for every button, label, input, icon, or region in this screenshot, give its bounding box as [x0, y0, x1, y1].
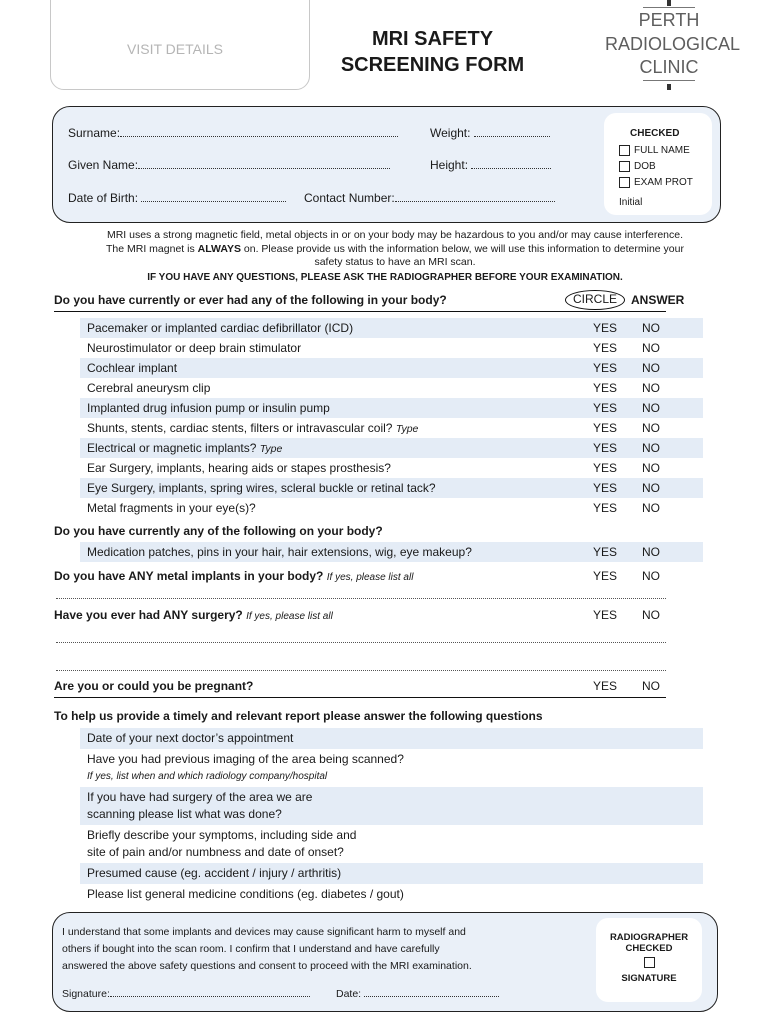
info-question — [80, 787, 703, 825]
logo-tick-bottom — [667, 84, 671, 90]
intro-line2-a: The MRI magnet is — [106, 242, 198, 255]
yes-option[interactable]: YES — [593, 381, 618, 395]
question-row — [80, 478, 703, 498]
checked-list — [619, 143, 693, 191]
consent-line2: others if bought into the scan room. I confirm that I understand and have carefully — [62, 943, 440, 955]
intro-line2-b: ALWAYS — [197, 242, 241, 255]
yes-option[interactable]: YES — [593, 401, 618, 415]
info-question-line2: site of pain and/or numbness and date of onset? — [87, 845, 344, 859]
question-text — [87, 421, 418, 435]
question-label: Cochlear implant — [87, 361, 178, 375]
logo-line1: PERTH — [638, 10, 700, 30]
section4-title-text: Have you ever had ANY surgery? — [54, 608, 243, 622]
form-title-line1: MRI SAFETY — [371, 28, 494, 50]
no-option[interactable]: NO — [642, 421, 660, 435]
no-option[interactable]: NO — [642, 341, 660, 355]
intro-line1: MRI uses a strong magnetic field, metal objects in or on your body may be hazardous to you and/or may cause interference. — [106, 229, 684, 241]
logo-tick-top — [667, 0, 671, 6]
section3-title-text: Do you have ANY metal implants in your body? — [54, 569, 324, 583]
section5-no-option[interactable]: NO — [642, 679, 660, 693]
logo-bar-top — [643, 7, 695, 8]
yes-option[interactable]: YES — [593, 321, 618, 335]
question-row — [80, 358, 703, 378]
no-option[interactable]: NO — [642, 441, 660, 455]
section3-yes-option[interactable]: YES — [593, 569, 618, 583]
question-text — [87, 401, 330, 415]
given-name-label: Given Name: — [68, 158, 139, 172]
section4-answer-line1[interactable] — [56, 642, 666, 643]
weight-field[interactable] — [430, 125, 550, 140]
section3-note: If yes, please list all — [326, 572, 414, 583]
question-row — [80, 318, 703, 338]
rad-line2: CHECKED — [625, 943, 673, 954]
info-question-line1: Date of your next doctor’s appointment — [87, 731, 294, 745]
rad-check[interactable] — [596, 957, 702, 968]
intro-text — [70, 229, 720, 270]
consent-text — [62, 924, 522, 975]
no-option[interactable]: NO — [642, 321, 660, 335]
no-option[interactable]: NO — [642, 401, 660, 415]
intro-line2 — [70, 243, 720, 257]
question-text — [87, 501, 256, 515]
checkbox[interactable] — [619, 145, 630, 156]
given-name-field[interactable] — [68, 157, 390, 172]
info-row[interactable] — [80, 787, 703, 825]
date-field[interactable] — [336, 985, 499, 1000]
no-option[interactable]: NO — [642, 481, 660, 495]
yes-option[interactable]: YES — [593, 441, 618, 455]
question-row — [80, 338, 703, 358]
info-question-line1: Presumed cause (eg. accident / injury / arthritis) — [87, 866, 342, 880]
info-question-line2: scanning please list what was done? — [87, 807, 282, 821]
section5-rule — [54, 697, 666, 698]
checkbox[interactable] — [619, 177, 630, 188]
logo-bar-bottom — [643, 80, 695, 81]
question-label: Implanted drug infusion pump or insulin pump — [87, 401, 330, 415]
checkbox[interactable] — [619, 161, 630, 172]
question-row — [80, 398, 703, 418]
question-text — [87, 481, 436, 495]
surname-label: Surname: — [68, 126, 121, 140]
no-option[interactable]: NO — [642, 461, 660, 475]
question-row — [80, 378, 703, 398]
info-question-line1: Please list general medicine conditions (eg. diabetes / gout) — [87, 887, 404, 901]
question-label: Metal fragments in your eye(s)? — [87, 501, 256, 515]
question-row — [80, 458, 703, 478]
intro-line2-c: on. Please provide us with the information below, we will use this information to determine your — [241, 242, 684, 255]
yes-option[interactable]: YES — [593, 421, 618, 435]
question-row — [80, 418, 703, 438]
date-line[interactable] — [364, 985, 499, 997]
height-field[interactable] — [430, 157, 551, 172]
check-dob[interactable] — [619, 159, 693, 175]
date-label: Date: — [336, 988, 362, 1000]
question-text — [87, 341, 301, 355]
question-note: Type — [259, 443, 283, 455]
visit-details-label: VISIT DETAILS — [127, 41, 223, 57]
section2-title: Do you have currently any of the following on your body? — [54, 524, 383, 538]
check-exam-prot[interactable] — [619, 175, 693, 191]
dob-field[interactable] — [68, 190, 286, 205]
question-label: Eye Surgery, implants, spring wires, scleral buckle or retinal tack? — [87, 481, 436, 495]
section4-note: If yes, please list all — [246, 611, 333, 622]
question-text — [87, 321, 353, 335]
info-row[interactable] — [80, 728, 703, 749]
question-text — [87, 441, 282, 455]
section5-yes-option[interactable]: YES — [593, 679, 618, 693]
circle-label: CIRCLE — [565, 290, 625, 310]
no-option[interactable]: NO — [642, 501, 660, 515]
yes-option[interactable]: YES — [593, 461, 618, 475]
info-question — [80, 884, 703, 905]
info-row[interactable] — [80, 749, 703, 787]
section4-title — [54, 608, 333, 622]
section2-row — [80, 542, 703, 562]
no-option[interactable]: NO — [642, 361, 660, 375]
section3-answer-line[interactable] — [56, 598, 666, 599]
radiographer-panel — [596, 918, 702, 1002]
checkbox[interactable] — [644, 957, 655, 968]
info-row[interactable] — [80, 863, 703, 884]
question-row — [80, 498, 703, 518]
signature-field[interactable] — [62, 985, 310, 1000]
question-label: Ear Surgery, implants, hearing aids or stapes prosthesis? — [87, 461, 391, 475]
info-row[interactable] — [80, 884, 703, 905]
section4-answer-line2[interactable] — [56, 670, 666, 671]
form-title — [320, 26, 545, 78]
consent-line3: answered the above safety questions and consent to proceed with the MRI examination. — [62, 960, 472, 972]
question-text — [87, 381, 210, 395]
section1-title: Do you have currently or ever had any of the following in your body? — [54, 293, 447, 307]
signature-label: Signature: — [62, 988, 110, 1000]
question-label: Cerebral aneurysm clip — [87, 381, 211, 395]
given-name-line[interactable] — [138, 157, 390, 169]
questions-note: IF YOU HAVE ANY QUESTIONS, PLEASE ASK THE RADIOGRAPHER BEFORE YOUR EXAMINATION. — [147, 272, 623, 283]
weight-label: Weight: — [430, 126, 471, 140]
rad-signature-label: SIGNATURE — [621, 973, 677, 985]
question-text — [87, 461, 391, 475]
contact-line[interactable] — [395, 190, 555, 202]
contact-field[interactable] — [304, 190, 555, 205]
section3-no-option[interactable]: NO — [642, 569, 660, 583]
question-text: Medication patches, pins in your hair, hair extensions, wig, eye makeup? — [87, 545, 472, 559]
info-question — [80, 825, 703, 863]
question-label: Pacemaker or implanted cardiac defibrillator (ICD) — [87, 321, 354, 335]
initial-label: Initial — [619, 197, 643, 208]
section6-title: To help us provide a timely and relevant report please answer the following questions — [54, 709, 543, 723]
section5-title: Are you or could you be pregnant? — [54, 679, 254, 693]
surname-field[interactable] — [68, 125, 398, 140]
question-note: Type — [395, 423, 419, 435]
section6-list — [0, 728, 623, 905]
yes-option[interactable]: YES — [593, 481, 618, 495]
intro-line3: safety status to have an MRI scan. — [314, 256, 476, 268]
check-full-name[interactable] — [619, 143, 693, 159]
answer-header: ANSWER — [631, 293, 685, 307]
info-question — [80, 728, 703, 749]
yes-option[interactable]: YES — [593, 501, 618, 515]
surname-line[interactable] — [120, 125, 398, 137]
info-question — [80, 863, 703, 884]
yes-option[interactable]: YES — [593, 545, 618, 559]
dob-label: Date of Birth: — [68, 191, 139, 205]
no-option[interactable]: NO — [642, 545, 660, 559]
yes-option[interactable]: YES — [593, 341, 618, 355]
checked-title: CHECKED — [630, 128, 680, 139]
question-label: Electrical or magnetic implants? — [87, 441, 257, 455]
logo-line2: RADIOLOGICAL — [605, 34, 741, 54]
question-label: Shunts, stents, cardiac stents, filters or intravascular coil? — [87, 421, 393, 435]
question-label: Neurostimulator or deep brain stimulator — [87, 341, 302, 355]
yes-option[interactable]: YES — [593, 361, 618, 375]
signature-line[interactable] — [110, 985, 310, 997]
check-dob-label: DOB — [634, 161, 656, 172]
info-question-hint: If yes, list when and which radiology company/hospital — [87, 771, 328, 782]
height-line[interactable] — [471, 157, 551, 169]
section4-yes-option[interactable]: YES — [593, 608, 618, 622]
info-question-line1: If you have had surgery of the area we are — [87, 790, 313, 804]
section1-rule — [54, 311, 666, 312]
question-text — [87, 361, 177, 375]
info-question-line1: Have you had previous imaging of the area being scanned? — [87, 752, 404, 766]
height-label: Height: — [430, 158, 469, 172]
info-row[interactable] — [80, 825, 703, 863]
no-option[interactable]: NO — [642, 381, 660, 395]
check-exam-prot-label: EXAM PROT — [634, 177, 693, 188]
dob-line[interactable] — [141, 190, 286, 202]
rad-line1: RADIOGRAPHER — [609, 932, 689, 943]
weight-line[interactable] — [474, 125, 550, 137]
consent-line1: I understand that some implants and devices may cause significant harm to myself and — [62, 926, 466, 938]
check-full-name-label: FULL NAME — [634, 145, 690, 156]
section4-no-option[interactable]: NO — [642, 608, 660, 622]
info-question — [80, 749, 703, 787]
clinic-logo — [605, 0, 741, 92]
question-row — [80, 438, 703, 458]
contact-label: Contact Number: — [304, 191, 395, 205]
info-question-line1: Briefly describe your symptoms, including side and — [87, 828, 357, 842]
section3-title — [54, 569, 413, 583]
logo-line3: CLINIC — [639, 57, 699, 77]
form-title-line2: SCREENING FORM — [340, 54, 525, 76]
